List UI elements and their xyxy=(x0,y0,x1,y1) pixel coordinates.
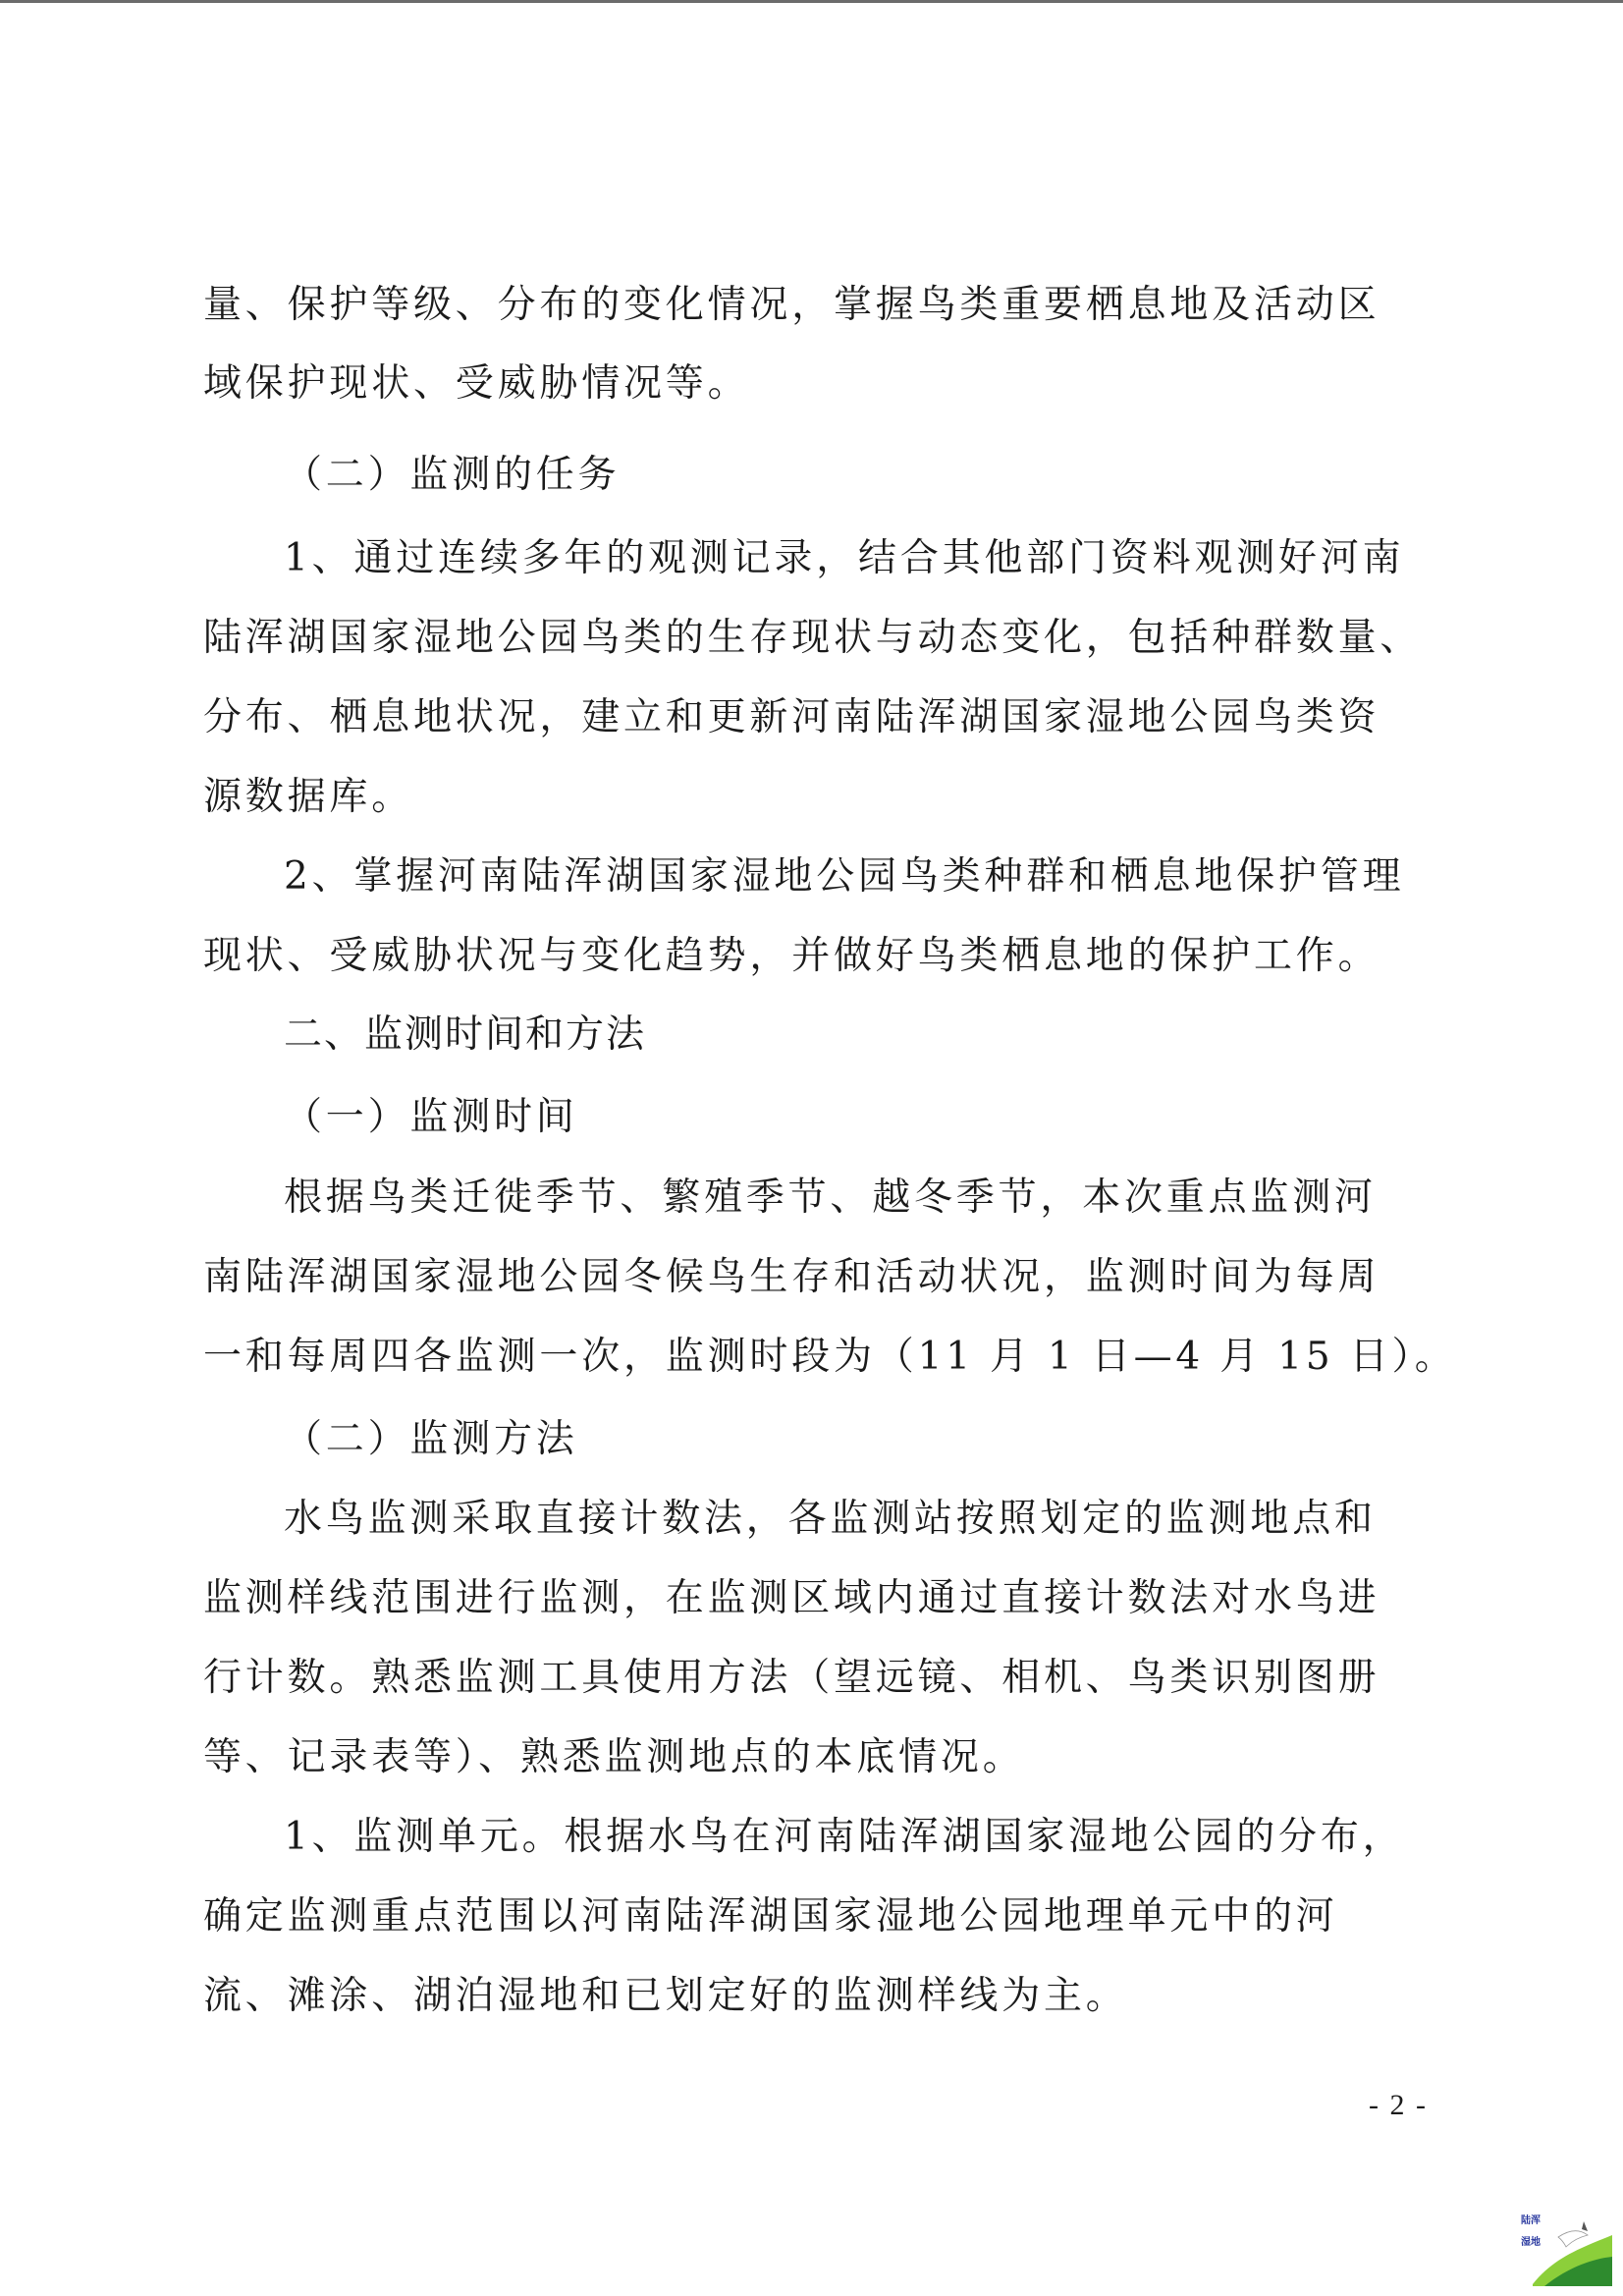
paragraph-line: 根据鸟类迁徙季节、繁殖季节、越冬季节，本次重点监测河 xyxy=(284,1175,1377,1220)
paragraph-line: 流、滩涂、湖泊湿地和已划定好的监测样线为主。 xyxy=(203,1974,1128,2018)
paragraph-line: 源数据库。 xyxy=(203,775,414,819)
paragraph-line: 现状、受威胁状况与变化趋势，并做好鸟类栖息地的保护工作。 xyxy=(203,934,1380,978)
section-subheading: （二）监测的任务 xyxy=(284,453,621,497)
wetland-park-logo xyxy=(1515,2208,1613,2286)
section-subheading: （一）监测时间 xyxy=(284,1095,578,1139)
scan-top-edge xyxy=(0,0,1623,3)
bird-head-icon xyxy=(1582,2221,1588,2231)
paragraph-line: 1、通过连续多年的观测记录，结合其他部门资料观测好河南 xyxy=(284,536,1405,580)
paragraph-line: 一和每周四各监测一次，监测时段为（11 月 1 日—4 月 15 日）。 xyxy=(203,1335,1457,1379)
logo-text-bottom: 湿地 xyxy=(1521,2237,1541,2248)
bird-icon xyxy=(1558,2231,1588,2247)
logo-text-top: 陆浑 xyxy=(1521,2215,1541,2226)
paragraph-line: 域保护现状、受威胁情况等。 xyxy=(203,361,750,406)
paragraph-line: 确定监测重点范围以河南陆浑湖国家湿地公园地理单元中的河 xyxy=(203,1894,1338,1939)
page-number: - 2 - xyxy=(1369,2089,1428,2121)
paragraph-line: 1、监测单元。根据水鸟在河南陆浑湖国家湿地公园的分布， xyxy=(284,1815,1405,1859)
paragraph-line: 陆浑湖国家湿地公园鸟类的生存现状与动态变化，包括种群数量、 xyxy=(203,616,1423,660)
paragraph-line: 行计数。熟悉监测工具使用方法（望远镜、相机、鸟类识别图册 xyxy=(203,1656,1380,1700)
paragraph-line: 水鸟监测采取直接计数法，各监测站按照划定的监测地点和 xyxy=(284,1497,1377,1541)
section-heading: 二、监测时间和方法 xyxy=(284,1012,647,1057)
paragraph-line: 南陆浑湖国家湿地公园冬候鸟生存和活动状况，监测时间为每周 xyxy=(203,1255,1380,1299)
paragraph-line: 量、保护等级、分布的变化情况，掌握鸟类重要栖息地及活动区 xyxy=(203,283,1380,327)
bird-leaf-logo-icon xyxy=(1515,2208,1613,2286)
paragraph-line: 等、记录表等）、熟悉监测地点的本底情况。 xyxy=(203,1735,1025,1779)
paragraph-line: 分布、栖息地状况，建立和更新河南陆浑湖国家湿地公园鸟类资 xyxy=(203,695,1380,739)
paragraph-line: 2、掌握河南陆浑湖国家湿地公园鸟类种群和栖息地保护管理 xyxy=(284,854,1405,899)
paragraph-line: 监测样线范围进行监测，在监测区域内通过直接计数法对水鸟进 xyxy=(203,1576,1380,1620)
section-subheading: （二）监测方法 xyxy=(284,1417,578,1461)
